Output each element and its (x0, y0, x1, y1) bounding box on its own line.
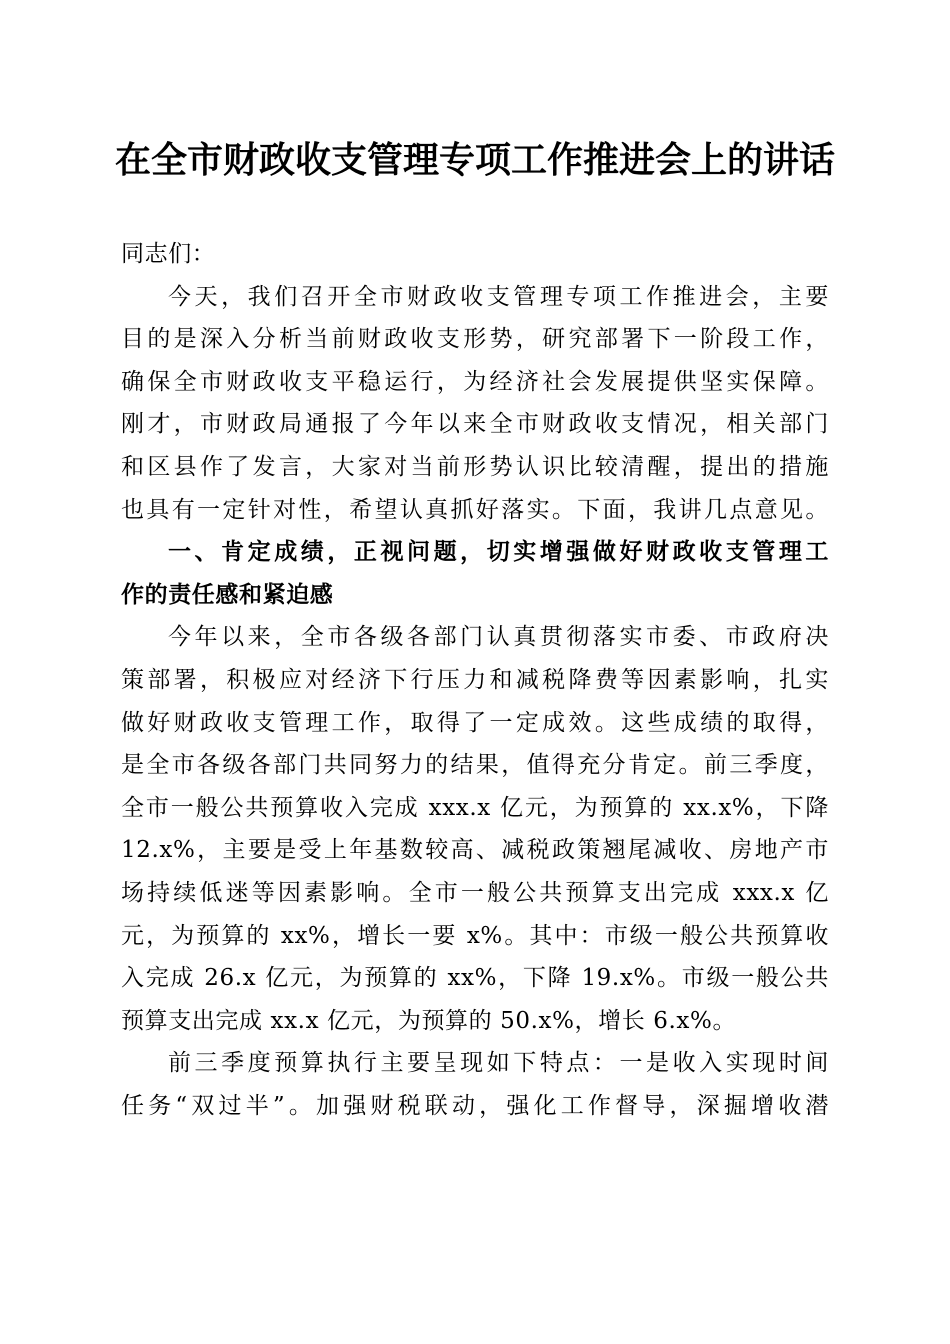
paragraph-line: 是全市各级各部门共同努力的结果，值得充分肯定。前三季度， (121, 752, 829, 779)
paragraph-line: 做好财政收支管理工作，取得了一定成效。这些成绩的取得， (121, 709, 829, 736)
paragraph-line: 目的是深入分析当前财政收支形势，研究部署下一阶段工作， (121, 326, 829, 353)
paragraph-line: 确保全市财政收支平稳运行，为经济社会发展提供坚实保障。 (121, 368, 829, 395)
document-body (121, 233, 829, 1127)
paragraph-line: 今天，我们召开全市财政收支管理专项工作推进会，主要 (168, 283, 829, 310)
paragraph-line: 入完成 26.x 亿元，为预算的 xx%，下降 19.x%。市级一般公共 (121, 965, 829, 992)
paragraph-line: 和区县作了发言，大家对当前形势认识比较清醒，提出的措施 (121, 453, 829, 480)
paragraph-line: 元，为预算的 xx%，增长一要 x%。其中：市级一般公共预算收 (121, 922, 829, 949)
paragraph-line: 刚才，市财政局通报了今年以来全市财政收支情况，相关部门 (121, 411, 829, 438)
paragraph-1 (121, 276, 829, 532)
paragraph-line: 场持续低迷等因素影响。全市一般公共预算支出完成 xxx.x 亿 (121, 879, 829, 906)
document-title: 在全市财政收支管理专项工作推进会上的讲话 (114, 139, 835, 181)
salutation: 同志们： (121, 241, 216, 267)
paragraph-line: 任务“双过半”。加强财税联动，强化工作督导，深掘增收潜 (121, 1092, 829, 1119)
section-heading-1 (121, 531, 829, 616)
paragraph-3 (121, 1042, 829, 1127)
paragraph-line: 预算支出完成 xx.x 亿元，为预算的 50.x%，增长 6.x%。 (121, 1007, 737, 1034)
paragraph-line: 全市一般公共预算收入完成 xxx.x 亿元，为预算的 xx.x%，下降 (121, 794, 829, 821)
paragraph-line: 12.x%，主要是受上年基数较高、减税政策翘尾减收、房地产市 (121, 837, 829, 864)
paragraph-line: 前三季度预算执行主要呈现如下特点：一是收入实现时间 (168, 1050, 829, 1077)
heading-line: 作的责任感和紧迫感 (121, 581, 334, 608)
paragraph-2 (121, 616, 829, 1042)
paragraph-line: 也具有一定针对性，希望认真抓好落实。下面，我讲几点意见。 (121, 496, 829, 523)
paragraph-line: 策部署，积极应对经济下行压力和减税降费等因素影响，扎实 (121, 666, 829, 693)
heading-line: 一、肯定成绩，正视问题，切实增强做好财政收支管理工 (168, 539, 829, 566)
paragraph-line: 今年以来，全市各级各部门认真贯彻落实市委、市政府决 (168, 624, 829, 651)
